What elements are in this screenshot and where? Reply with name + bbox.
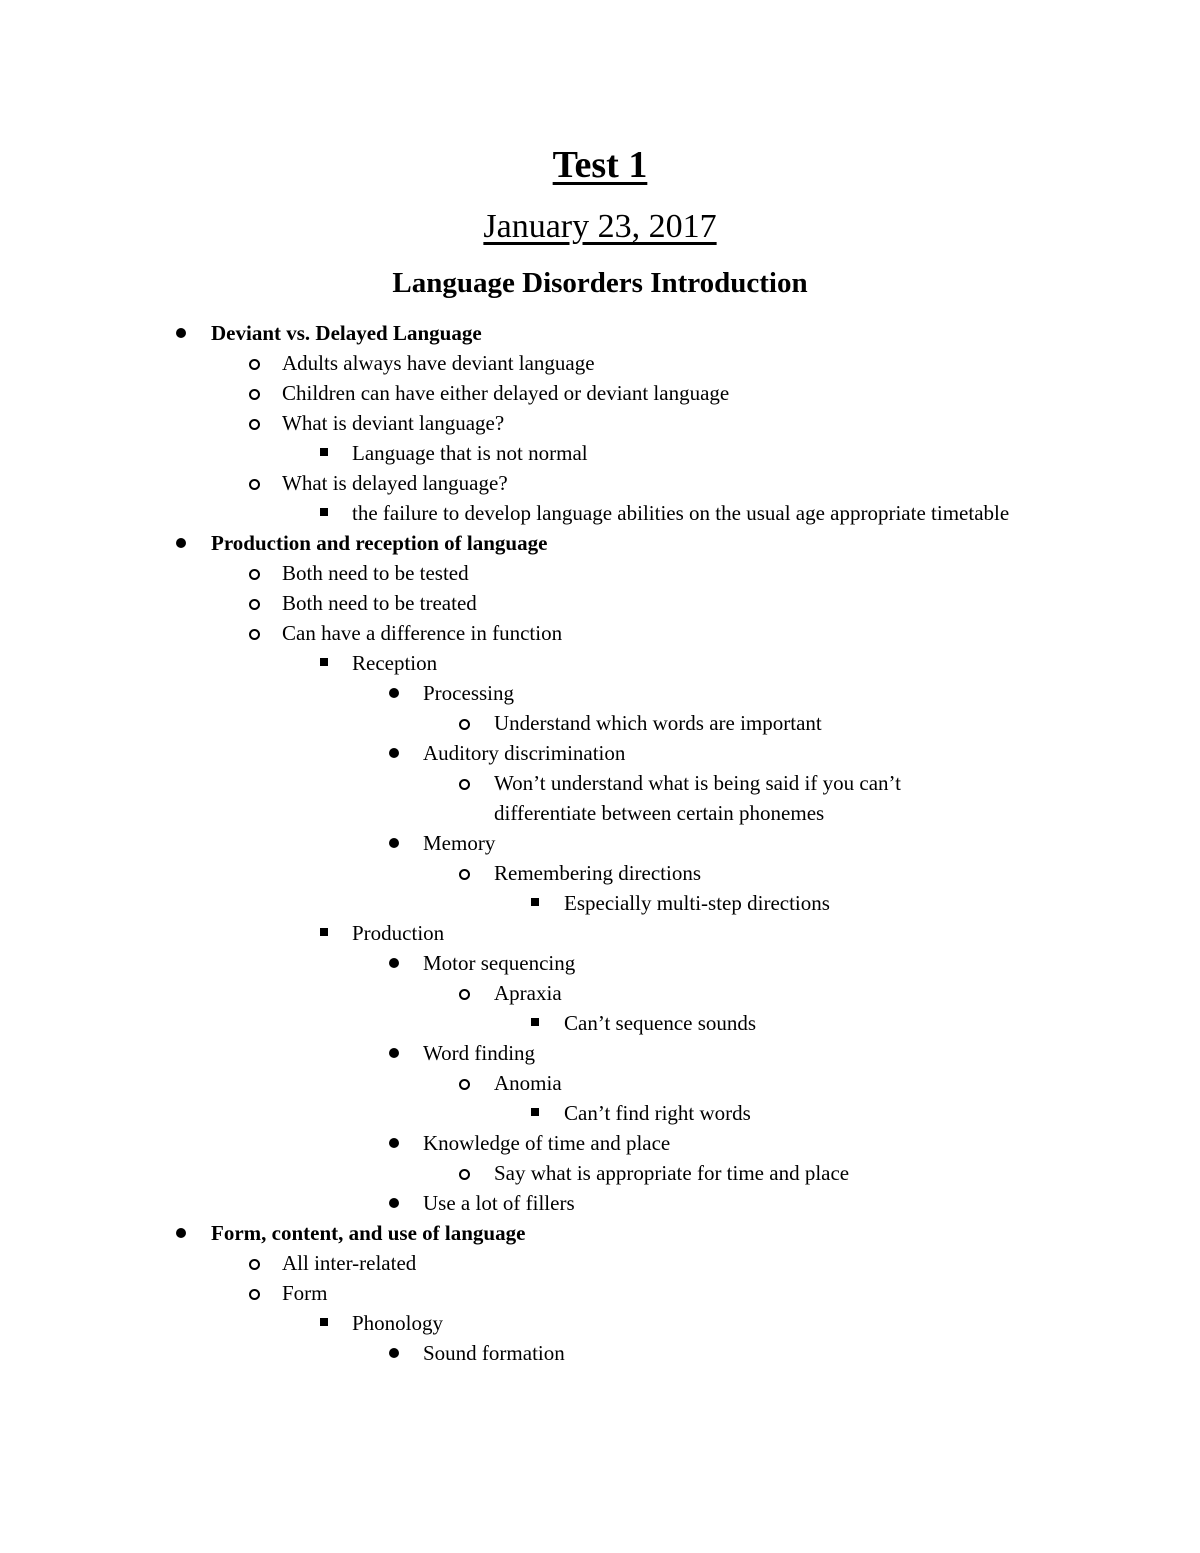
outline-item [0,528,1200,558]
outline-item-text: Auditory discrimination [423,741,626,765]
outline-item [0,468,1200,498]
outline-item [0,918,1200,948]
outline-item-text: Remembering directions [494,861,702,885]
outline-item [0,1338,1200,1368]
bullet-circle-icon [459,708,471,738]
outline-item [0,318,1200,348]
outline-item [0,888,1200,918]
outline-item [0,648,1200,678]
outline-item [0,678,1200,708]
outline-item [0,738,1200,768]
outline-item [0,408,1200,438]
outline-item-text: Form [282,1281,328,1305]
bullet-circle-icon [459,768,471,798]
bullet-circle-icon [459,1158,471,1188]
outline-item-text: Word finding [423,1041,536,1065]
bullet-square-icon [318,918,330,948]
outline-item [0,558,1200,588]
outline-item [0,948,1200,978]
outline-item [0,1008,1200,1038]
outline-item [0,1038,1200,1068]
bullet-square-icon [318,498,330,528]
outline-item [0,858,1200,888]
bullet-disc-icon [388,828,400,858]
outline-item [0,438,1200,468]
bullet-circle-icon [249,408,261,438]
outline-item [0,588,1200,618]
bullet-square-icon [318,438,330,468]
outline-item [0,708,1200,738]
bullet-square-icon [529,1098,541,1128]
bullet-circle-icon [459,858,471,888]
page-date: January 23, 2017 [483,208,717,245]
bullet-square-icon [529,888,541,918]
bullet-disc-icon [388,1188,400,1218]
outline-item-text: Use a lot of fillers [423,1191,575,1215]
outline-item-text: Adults always have deviant language [282,351,595,375]
outline-item-text: What is deviant language? [282,411,505,435]
outline-item-text: Won’t understand what is being said if you can’t differentiate between certain phonemes [494,771,901,825]
outline-item-text: Children can have either delayed or deviant language [282,381,730,405]
outline-item [0,1068,1200,1098]
bullet-disc-icon [388,738,400,768]
bullet-square-icon [318,648,330,678]
bullet-circle-icon [249,1278,261,1308]
outline-item-text: Production and reception of language [211,531,548,555]
outline-item-text: Can’t sequence sounds [564,1011,757,1035]
outline-item-text: All inter-related [282,1251,417,1275]
bullet-disc-icon [388,1128,400,1158]
bullet-circle-icon [249,348,261,378]
outline-item [0,1098,1200,1128]
outline-item [0,1218,1200,1248]
outline-item [0,1248,1200,1278]
bullet-circle-icon [459,1068,471,1098]
outline-item-text: Say what is appropriate for time and place [494,1161,850,1185]
bullet-disc-icon [388,1038,400,1068]
bullet-circle-icon [249,468,261,498]
outline-item-text: Form, content, and use of language [211,1221,526,1245]
bulleted-outline [0,318,1200,1368]
outline-item-text: Processing [423,681,514,705]
outline-item-text: Memory [423,831,496,855]
outline-item-text: Both need to be tested [282,561,469,585]
outline-item [0,498,1200,528]
page-title: Test 1 [552,144,648,186]
bullet-square-icon [318,1308,330,1338]
bullet-circle-icon [459,978,471,1008]
bullet-disc-icon [175,528,187,558]
outline-item-text: Motor sequencing [423,951,576,975]
outline-item [0,828,1200,858]
outline-item-text: Knowledge of time and place [423,1131,671,1155]
outline-item [0,978,1200,1008]
outline-item-text: Language that is not normal [352,441,588,465]
outline-item [0,348,1200,378]
outline-item-text: Apraxia [494,981,562,1005]
bullet-circle-icon [249,618,261,648]
bullet-circle-icon [249,1248,261,1278]
outline-item-text: Can’t find right words [564,1101,751,1125]
bullet-square-icon [529,1008,541,1038]
outline-item-text: the failure to develop language abilities on the usual age appropriate timetable [352,501,1010,525]
bullet-disc-icon [175,318,187,348]
outline-item [0,768,1200,828]
outline-item-text: Reception [352,651,438,675]
outline-item [0,1158,1200,1188]
outline-item-text: Anomia [494,1071,562,1095]
outline-item [0,1308,1200,1338]
bullet-disc-icon [388,948,400,978]
outline-item [0,1188,1200,1218]
outline-item-text: Phonology [352,1311,444,1335]
bullet-disc-icon [388,1338,400,1368]
page-subtitle: Language Disorders Introduction [392,267,808,299]
outline-item-text: Sound formation [423,1341,565,1365]
bullet-disc-icon [175,1218,187,1248]
outline-item-text: Deviant vs. Delayed Language [211,321,482,345]
outline-item-text: What is delayed language? [282,471,508,495]
outline-item [0,1278,1200,1308]
outline-item [0,378,1200,408]
bullet-circle-icon [249,378,261,408]
outline-item-text: Understand which words are important [494,711,822,735]
outline-item [0,1128,1200,1158]
bullet-circle-icon [249,558,261,588]
outline-item [0,618,1200,648]
outline-item-text: Especially multi-step directions [564,891,830,915]
outline-item-text: Can have a difference in function [282,621,563,645]
outline-item-text: Both need to be treated [282,591,477,615]
bullet-circle-icon [249,588,261,618]
bullet-disc-icon [388,678,400,708]
outline-item-text: Production [352,921,445,945]
